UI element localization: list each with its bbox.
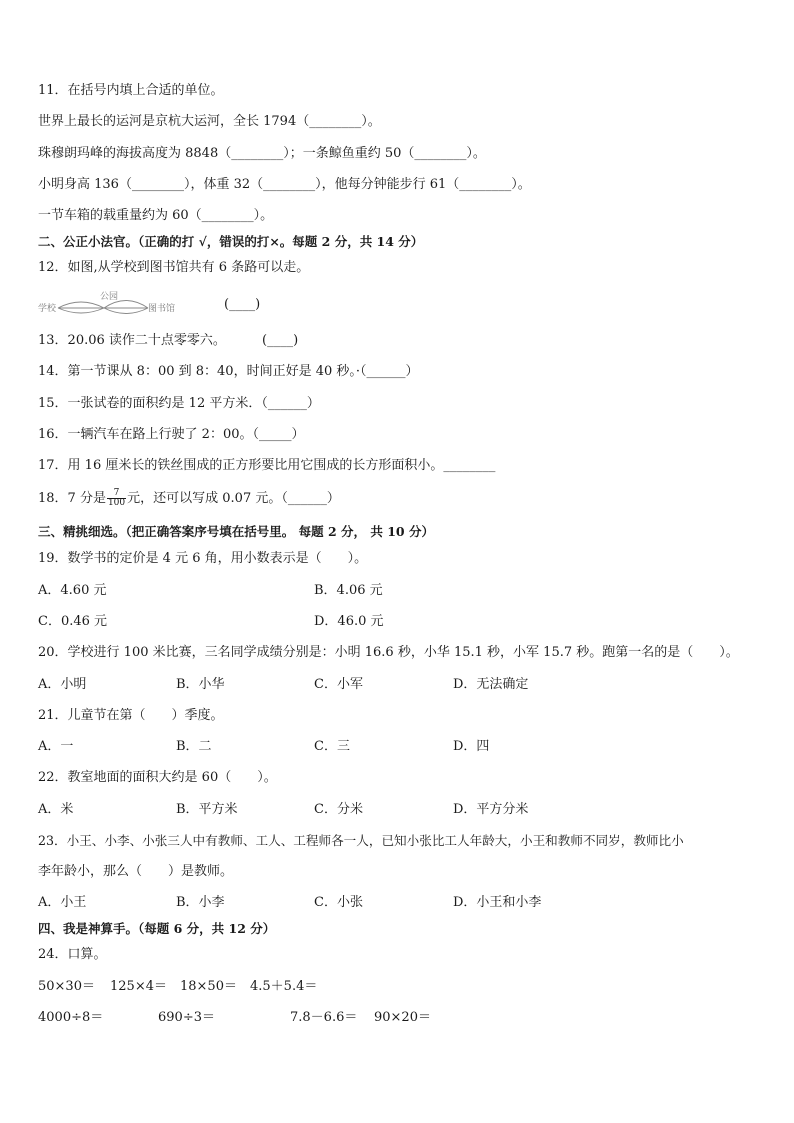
q21-option-d[interactable]: D．四 bbox=[453, 739, 490, 754]
q21-text: 21．儿童节在第（ ）季度。 bbox=[38, 708, 224, 723]
q12-blank[interactable]: (____) bbox=[224, 297, 261, 312]
q22-option-b[interactable]: B．平方米 bbox=[176, 802, 238, 817]
q11-line-4: 一节车箱的载重量约为 60（________）。 bbox=[38, 208, 274, 223]
q21-option-b[interactable]: B．二 bbox=[176, 739, 212, 754]
q20-option-b[interactable]: B．小华 bbox=[176, 677, 225, 692]
q15-text: 15．一张试卷的面积约是 12 平方米．（______） bbox=[38, 396, 320, 411]
q19-option-a[interactable]: A．4.60 元 bbox=[38, 583, 107, 598]
q22-text: 22．教室地面的面积大约是 60（ ）。 bbox=[38, 770, 277, 785]
q18-frac-den: 100 bbox=[107, 498, 126, 508]
q11-line-1: 世界上最长的运河是京杭大运河，全长 1794（________）。 bbox=[38, 114, 381, 129]
q11-line-2: 珠穆朗玛峰的海拔高度为 8848（________）；一条鲸鱼重约 50（________）。 bbox=[38, 146, 486, 161]
q19-option-c[interactable]: C．0.46 元 bbox=[38, 614, 108, 629]
q23-option-d[interactable]: D．小王和小李 bbox=[453, 895, 542, 910]
q22-option-a[interactable]: A．米 bbox=[38, 802, 74, 817]
q21-option-a[interactable]: A．一 bbox=[38, 739, 74, 754]
q18-fraction bbox=[107, 489, 126, 508]
q24-r1-c3: 18×50＝ bbox=[180, 979, 237, 994]
section-3-heading: 三、精挑细选。（把正确答案序号填在括号里。 每题 2 分， 共 10 分） bbox=[38, 524, 434, 539]
park-label: 公园 bbox=[100, 292, 119, 302]
q24-r1-c2: 125×4＝ bbox=[110, 979, 167, 994]
section-4-heading: 四、我是神算手。（每题 6 分，共 12 分） bbox=[38, 921, 276, 936]
q24-r2-c3: 7.8－6.6＝ bbox=[290, 1010, 358, 1025]
q21-option-c[interactable]: C．三 bbox=[314, 739, 350, 754]
q24-title: 24．口算。 bbox=[38, 947, 107, 962]
q24-r2-c4: 90×20＝ bbox=[374, 1010, 431, 1025]
q20-option-d[interactable]: D．无法确定 bbox=[453, 677, 529, 692]
q23-option-b[interactable]: B．小李 bbox=[176, 895, 225, 910]
route-arc-1 bbox=[58, 302, 104, 308]
q16-text: 16．一辆汽车在路上行驶了 2：00。（_____） bbox=[38, 427, 305, 442]
route-diagram bbox=[38, 289, 188, 319]
q24-r1-c1: 50×30＝ bbox=[38, 979, 95, 994]
q24-r2-c1: 4000÷8＝ bbox=[38, 1010, 104, 1025]
q14-text: 14．第一节课从 8：00 到 8：40，时间正好是 40 秒。·（______） bbox=[38, 364, 419, 379]
q19-option-d[interactable]: D．46.0 元 bbox=[314, 614, 384, 629]
route-arc-2 bbox=[58, 308, 104, 313]
q13-blank[interactable]: (____) bbox=[262, 333, 299, 348]
q23-text-line-1: 23．小王、小李、小张三人中有教师、工人、工程师各一人，已知小张比工人年龄大，小王和教师不同岁，教师比小 bbox=[38, 833, 684, 848]
q18-frac-num: 7 bbox=[107, 489, 126, 499]
q18-pre: 18．7 分是 bbox=[38, 491, 106, 506]
q18-post: 元，还可以写成 0.07 元。（______） bbox=[127, 491, 340, 506]
q24-r2-c2: 690÷3＝ bbox=[158, 1010, 215, 1025]
section-2-heading: 二、公正小法官。（正确的打 √，错误的打×。每题 2 分，共 14 分） bbox=[38, 234, 424, 249]
q20-option-c[interactable]: C．小军 bbox=[314, 677, 363, 692]
route-arc-4 bbox=[104, 308, 148, 314]
q24-r1-c4: 4.5＋5.4＝ bbox=[250, 979, 318, 994]
q12-text: 12．如图,从学校到图书馆共有 6 条路可以走。 bbox=[38, 260, 310, 275]
q17-text: 17．用 16 厘米长的铁丝围成的正方形要比用它围成的长方形面积小。________ bbox=[38, 458, 496, 473]
q20-option-a[interactable]: A．小明 bbox=[38, 677, 87, 692]
q11-line-3: 小明身高 136（________），体重 32（________），他每分钟能步行 61（________）。 bbox=[38, 177, 531, 192]
school-label: 学校 bbox=[38, 304, 57, 314]
library-label: 图书馆 bbox=[148, 304, 176, 314]
q20-text: 20．学校进行 100 米比赛，三名同学成绩分别是：小明 16.6 秒，小华 15.1 秒，小军 15.7 秒。跑第一名的是（ ）。 bbox=[38, 645, 739, 660]
q23-option-c[interactable]: C．小张 bbox=[314, 895, 363, 910]
q19-text: 19．数学书的定价是 4 元 6 角，用小数表示是（ ）。 bbox=[38, 551, 368, 566]
q23-text-line-2: 李年龄小，那么（ ）是教师。 bbox=[38, 864, 234, 879]
q22-option-d[interactable]: D．平方分米 bbox=[453, 802, 529, 817]
q18-text bbox=[38, 489, 340, 508]
q22-option-c[interactable]: C．分米 bbox=[314, 802, 363, 817]
q23-option-a[interactable]: A．小王 bbox=[38, 895, 87, 910]
q19-option-b[interactable]: B．4.06 元 bbox=[314, 583, 383, 598]
q13-text: 13．20.06 读作二十点零零六。 bbox=[38, 333, 226, 348]
q11-title: 11．在括号内填上合适的单位。 bbox=[38, 83, 224, 98]
